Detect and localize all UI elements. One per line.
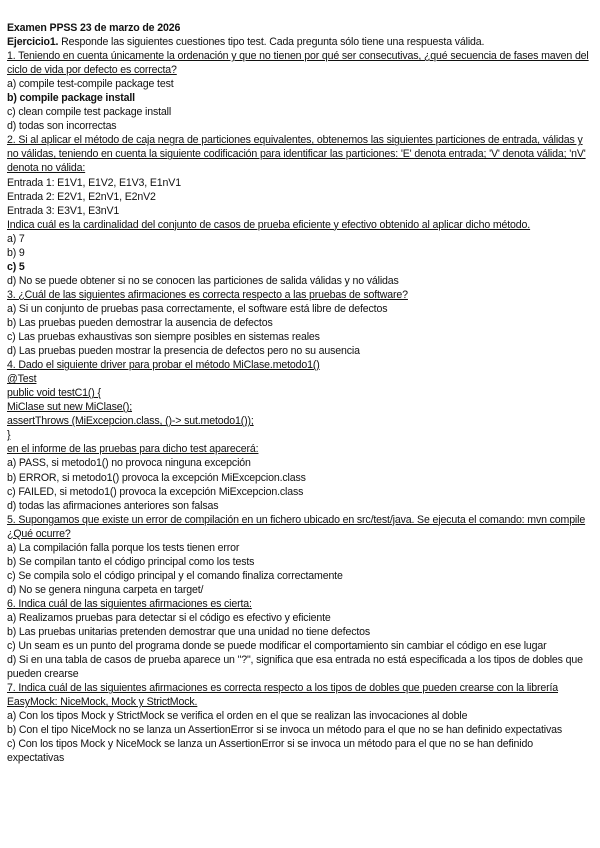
code-line-2: public void testC1() {: [7, 387, 101, 400]
question-4-stem: 4. Dado el siguiente driver para probar el método MiClase.metodo1(): [7, 359, 320, 372]
code-line-1: @Test: [7, 373, 37, 386]
question-4-option-d: d) todas las afirmaciones anteriores son falsas: [7, 499, 219, 512]
question-5-option-b: b) Se compilan tanto el código principal como los tests: [7, 555, 255, 568]
question-6-option-a: a) Realizamos pruebas para detectar si el código es efectivo y eficiente: [7, 611, 331, 624]
question-6-option-c: c) Un seam es un punto del programa donde se puede modificar el comportamiento sin cambiar el código en ese lugar: [7, 640, 547, 653]
question-2-option-d: d) No se puede obtener si no se conocen las particiones de salida válidas y no válidas: [7, 274, 399, 287]
question-7-option-b: b) Con el tipo NiceMock no se lanza un AssertionError si se invoca un método para el que no se han definido expectativas: [7, 724, 562, 737]
question-3-option-b: b) Las pruebas pueden demostrar la ausencia de defectos: [7, 316, 273, 329]
question-7-option-a: a) Con los tipos Mock y StrictMock se verifica el orden en el que se realizan las invocaciones al doble: [7, 710, 468, 723]
question-6-stem: 6. Indica cuál de las siguientes afirmaciones es cierta:: [7, 597, 252, 610]
code-line-3: MiClase sut new MiClase();: [7, 401, 133, 414]
question-1-option-b: b) compile package install: [7, 92, 135, 105]
question-5-option-a: a) La compilación falla porque los tests tienen error: [7, 541, 240, 554]
question-1-option-d: d) todas son incorrectas: [7, 120, 117, 133]
question-2-input-3: Entrada 3: E3V1, E3nV1: [7, 204, 120, 217]
question-2-prompt: Indica cuál es la cardinalidad del conjunto de casos de prueba eficiente y efectivo obtenido al aplicar dicho método.: [7, 218, 531, 231]
question-2-option-c: c) 5: [7, 260, 25, 273]
exam-title: Examen PPSS 23 de marzo de 2026: [7, 22, 181, 34]
question-7-stem: 7. Indica cuál de las siguientes afirmaciones es correcta respecto a los tipos de dobles que pueden crearse con la librería EasyMock: NiceMock, Mock y StrictMock.: [7, 682, 558, 709]
question-3-option-a: a) Si un conjunto de pruebas pasa correctamente, el software está libre de defectos: [7, 302, 388, 315]
question-2-stem: 2. Si al aplicar el método de caja negra de particiones equivalentes, obtenemos las siguientes particiones de entrada, válidas y no válidas, teniendo en cuenta la siguiente codificación para identificar las particiones: 'E' denota entrada; 'V' denota válida; 'nV' denota no válida:: [7, 134, 586, 175]
question-4-option-c: c) FAILED, si metodo1() provoca la excepción MiExcepcion.class: [7, 485, 304, 498]
question-7-option-c: c) Con los tipos Mock y NiceMock se lanza un AssertionError si se invoca un método para el que no se han definido expectativas: [7, 738, 533, 765]
question-1-option-c: c) clean compile test package install: [7, 106, 172, 119]
question-5-option-c: c) Se compila solo el código principal y el comando finaliza correctamente: [7, 569, 343, 582]
question-5-stem: 5. Supongamos que existe un error de compilación en un fichero ubicado en src/test/java. Se ejecuta el comando: mvn compile ¿Qué ocurre?: [7, 513, 586, 540]
exercise-label: Ejercicio1.: [7, 36, 59, 49]
question-3-option-c: c) Las pruebas exhaustivas son siempre posibles en sistemas reales: [7, 331, 320, 344]
question-3-stem: 3. ¿Cuál de las siguientes afirmaciones es correcta respecto a las pruebas de software?: [7, 288, 408, 301]
question-3-option-d: d) Las pruebas pueden mostrar la presencia de defectos pero no su ausencia: [7, 345, 360, 358]
question-2-option-b: b) 9: [7, 246, 25, 259]
question-4-prompt: en el informe de las pruebas para dicho test aparecerá:: [7, 443, 259, 456]
question-2-input-2: Entrada 2: E2V1, E2nV1, E2nV2: [7, 190, 156, 203]
question-6-option-d: d) Si en una tabla de casos de prueba aparece un "?", significa que esa entrada no está especificada a los tipos de dobles que pueden crearse: [7, 654, 583, 681]
code-line-4: assertThrows (MiExcepcion.class, ()-> sut.metodo1());: [7, 415, 254, 428]
question-1-stem: 1. Teniendo en cuenta únicamente la ordenación y que no tienen por qué ser consecutivas, ¿qué secuencia de fases maven del ciclo de vida por defecto es correcta?: [7, 50, 589, 77]
question-5-option-d: d) No se genera ninguna carpeta en target/: [7, 583, 204, 596]
code-line-5: }: [7, 429, 11, 442]
exercise-heading: [7, 35, 590, 49]
question-4-option-b: b) ERROR, si metodo1() provoca la excepción MiExcepcion.class: [7, 471, 306, 484]
question-1-option-a: a) compile test-compile package test: [7, 78, 174, 91]
question-2-option-a: a) 7: [7, 232, 25, 245]
question-4-option-a: a) PASS, si metodo1() no provoca ninguna excepción: [7, 457, 251, 470]
question-2-input-1: Entrada 1: E1V1, E1V2, E1V3, E1nV1: [7, 176, 181, 189]
exercise-instructions: Responde las siguientes cuestiones tipo test. Cada pregunta sólo tiene una respuesta válida.: [58, 36, 485, 49]
question-6-option-b: b) Las pruebas unitarias pretenden demostrar que una unidad no tiene defectos: [7, 626, 371, 639]
